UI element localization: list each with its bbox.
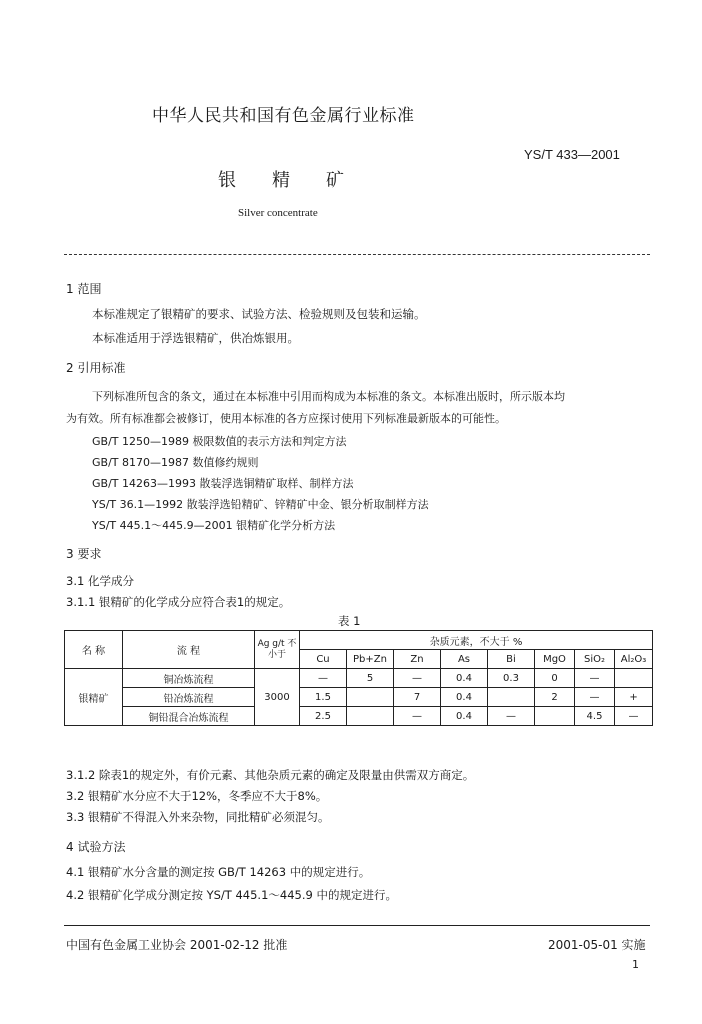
- value-cell: —: [300, 669, 347, 688]
- value-cell: 5: [347, 669, 394, 688]
- section-3-3-text: 3.3 银精矿不得混入外来杂物，同批精矿必须混匀。: [66, 810, 330, 824]
- implementation-date: 2001-05-01 实施: [548, 938, 646, 952]
- section-2-para-line-1: 下列标准所包含的条文，通过在本标准中引用而构成为本标准的条文。本标准出版时，所示版本均: [92, 390, 565, 403]
- section-2-heading: 2 引用标准: [66, 361, 126, 375]
- section-3-2-text: 3.2 银精矿水分应不大于12%，冬季应不大于8%。: [66, 789, 328, 803]
- value-cell: [615, 669, 653, 688]
- header-impurity: 杂质元素，不大于 %: [300, 631, 653, 650]
- footer-divider: [64, 925, 650, 926]
- english-title: Silver concentrate: [238, 207, 318, 219]
- table-row: [65, 688, 653, 707]
- value-cell: —: [575, 669, 615, 688]
- reference-item: YS/T 445.1～445.9—2001 银精矿化学分析方法: [92, 519, 336, 532]
- value-cell: 0.3: [488, 669, 535, 688]
- section-4-1-text: 4.1 银精矿水分含量的测定按 GB/T 14263 中的规定进行。: [66, 865, 371, 879]
- element-al2o3: Al₂O₃: [615, 650, 653, 669]
- process-cell: 铅冶炼流程: [123, 688, 255, 707]
- issuing-body-title: 中华人民共和国有色金属行业标准: [152, 106, 415, 126]
- ag-value: 3000: [255, 669, 300, 726]
- value-cell: [347, 688, 394, 707]
- table-row: [65, 669, 653, 688]
- value-cell: 4.5: [575, 707, 615, 726]
- value-cell: 0: [535, 669, 575, 688]
- header-name: 名 称: [65, 631, 123, 669]
- element-cu: Cu: [300, 650, 347, 669]
- section-3-1-2-text: 3.1.2 除表1的规定外，有价元素、其他杂质元素的确定及限量由供需双方商定。: [66, 768, 475, 782]
- standard-number: YS/T 433—2001: [524, 147, 620, 162]
- process-cell: 铜铅混合冶炼流程: [123, 707, 255, 726]
- value-cell: —: [575, 688, 615, 707]
- value-cell: 7: [394, 688, 441, 707]
- element-pb-zn: Pb+Zn: [347, 650, 394, 669]
- composition-table: [64, 630, 653, 726]
- header-divider: [64, 254, 650, 255]
- value-cell: —: [615, 707, 653, 726]
- value-cell: 2.5: [300, 707, 347, 726]
- value-cell: [488, 688, 535, 707]
- value-cell: —: [394, 669, 441, 688]
- value-cell: —: [488, 707, 535, 726]
- value-cell: 0.4: [441, 688, 488, 707]
- value-cell: [347, 707, 394, 726]
- element-as: As: [441, 650, 488, 669]
- section-1-para-1: 本标准规定了银精矿的要求、试验方法、检验规则及包装和运输。: [92, 307, 426, 321]
- table-row: [65, 707, 653, 726]
- title-char: 矿: [326, 170, 344, 191]
- value-cell: +: [615, 688, 653, 707]
- section-2-para-line-2: 为有效。所有标准都会被修订，使用本标准的各方应探讨使用下列标准最新版本的可能性。: [66, 412, 506, 425]
- value-cell: 0.4: [441, 669, 488, 688]
- section-3-1-1-text: 3.1.1 银精矿的化学成分应符合表1的规定。: [66, 595, 291, 609]
- value-cell: [535, 707, 575, 726]
- product-name: 银精矿: [65, 669, 123, 726]
- section-4-2-text: 4.2 银精矿化学成分测定按 YS/T 445.1～445.9 中的规定进行。: [66, 888, 397, 902]
- document-title: [218, 166, 380, 192]
- header-ag: Ag g/t 不小于: [255, 631, 300, 669]
- page-number: 1: [632, 958, 639, 971]
- reference-item: GB/T 1250—1989 极限数值的表示方法和判定方法: [92, 435, 347, 448]
- reference-item: YS/T 36.1—1992 散装浮选铅精矿、锌精矿中金、银分析取制样方法: [92, 498, 429, 511]
- section-1-heading: 1 范围: [66, 282, 102, 296]
- approval-date: 中国有色金属工业协会 2001-02-12 批准: [66, 938, 288, 952]
- table-header-row: [65, 631, 653, 650]
- section-1-para-2: 本标准适用于浮选银精矿，供冶炼银用。: [92, 331, 299, 345]
- element-zn: Zn: [394, 650, 441, 669]
- element-sio2: SiO₂: [575, 650, 615, 669]
- section-3-heading: 3 要求: [66, 547, 102, 561]
- title-char: 精: [272, 170, 290, 191]
- element-bi: Bi: [488, 650, 535, 669]
- section-3-1-heading: 3.1 化学成分: [66, 574, 134, 588]
- title-char: 银: [218, 170, 236, 191]
- process-cell: 铜冶炼流程: [123, 669, 255, 688]
- reference-item: GB/T 14263—1993 散装浮选铜精矿取样、制样方法: [92, 477, 354, 490]
- element-mgo: MgO: [535, 650, 575, 669]
- section-4-heading: 4 试验方法: [66, 840, 126, 854]
- value-cell: 0.4: [441, 707, 488, 726]
- value-cell: —: [394, 707, 441, 726]
- value-cell: 2: [535, 688, 575, 707]
- table-caption: 表 1: [338, 614, 361, 628]
- value-cell: 1.5: [300, 688, 347, 707]
- header-process: 流 程: [123, 631, 255, 669]
- reference-item: GB/T 8170—1987 数值修约规则: [92, 456, 259, 469]
